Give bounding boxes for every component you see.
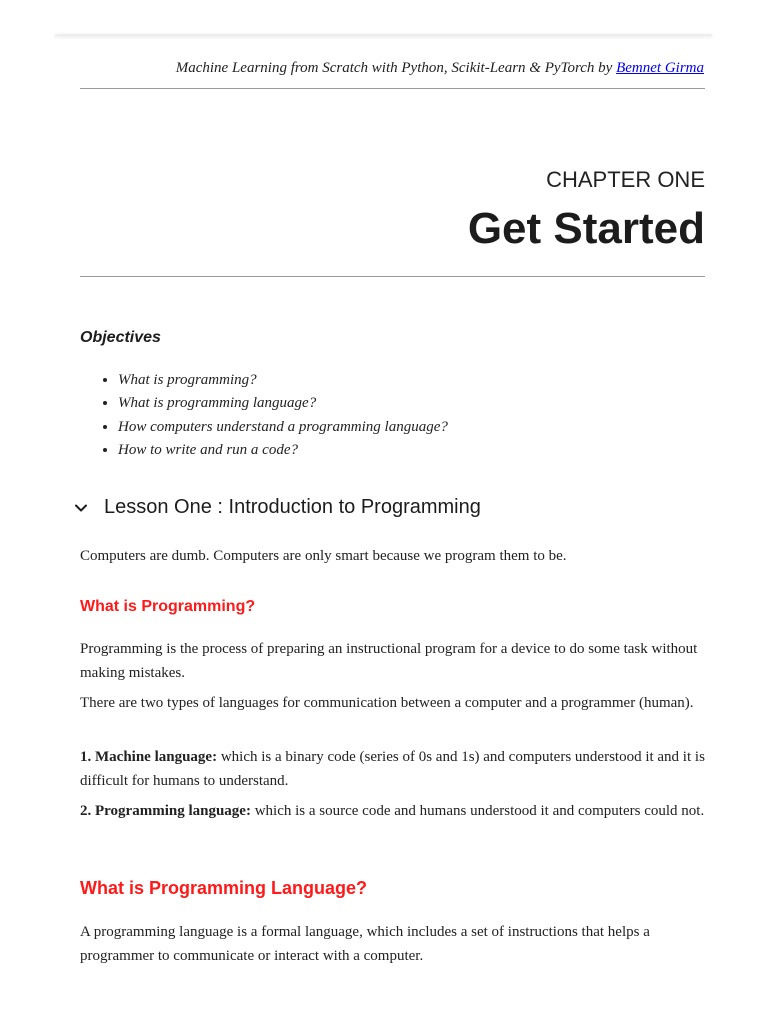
lesson-intro: Computers are dumb. Computers are only smart because we program them to be. [80,548,567,564]
programming-language-label: 2. Programming language: [80,803,251,819]
programming-definition: Programming is the process of preparing an instructional program for a device to do some task without making mistakes. [80,641,698,681]
section-heading-programming: What is Programming? [80,598,256,615]
machine-language-label: 1. Machine language: [80,749,218,765]
language-types-intro: There are two types of languages for communication between a computer and a programmer (human). [80,695,694,711]
lesson-heading[interactable] [73,496,481,519]
machine-language-item [80,745,705,793]
list-item: • How to write and run a code? [118,440,448,463]
machine-language-text: which is a binary code (series of 0s and 1s) and computers understood it and it is difficult for humans to understand. [80,749,705,789]
list-item: • What is programming? [118,370,448,393]
running-header [176,60,704,77]
section-heading-language: What is Programming Language? [80,878,368,898]
lesson-title: Lesson One : Introduction to Programming [104,496,481,518]
page-top-edge [55,34,712,36]
chevron-down-icon[interactable] [73,500,89,516]
objectives-list [80,370,448,463]
language-definition: A programming language is a formal language, which includes a set of instructions that helps a programmer to communicate or interact with a computer. [80,924,650,964]
list-item: • What is programming language? [118,393,448,416]
programming-language-item [80,799,705,823]
programming-language-text: which is a source code and humans understood it and computers could not. [250,803,705,819]
book-title: Machine Learning from Scratch with Python, Scikit-Learn & PyTorch by [175,60,613,76]
chapter-divider [80,276,705,277]
list-item: • How computers understand a programming language? [118,417,448,440]
objectives-title: Objectives [80,329,161,346]
author-link[interactable]: Bemnet Girma [616,60,704,76]
chapter-title: Get Started [467,204,705,253]
chapter-label: CHAPTER ONE [546,167,705,192]
header-divider [80,88,705,89]
